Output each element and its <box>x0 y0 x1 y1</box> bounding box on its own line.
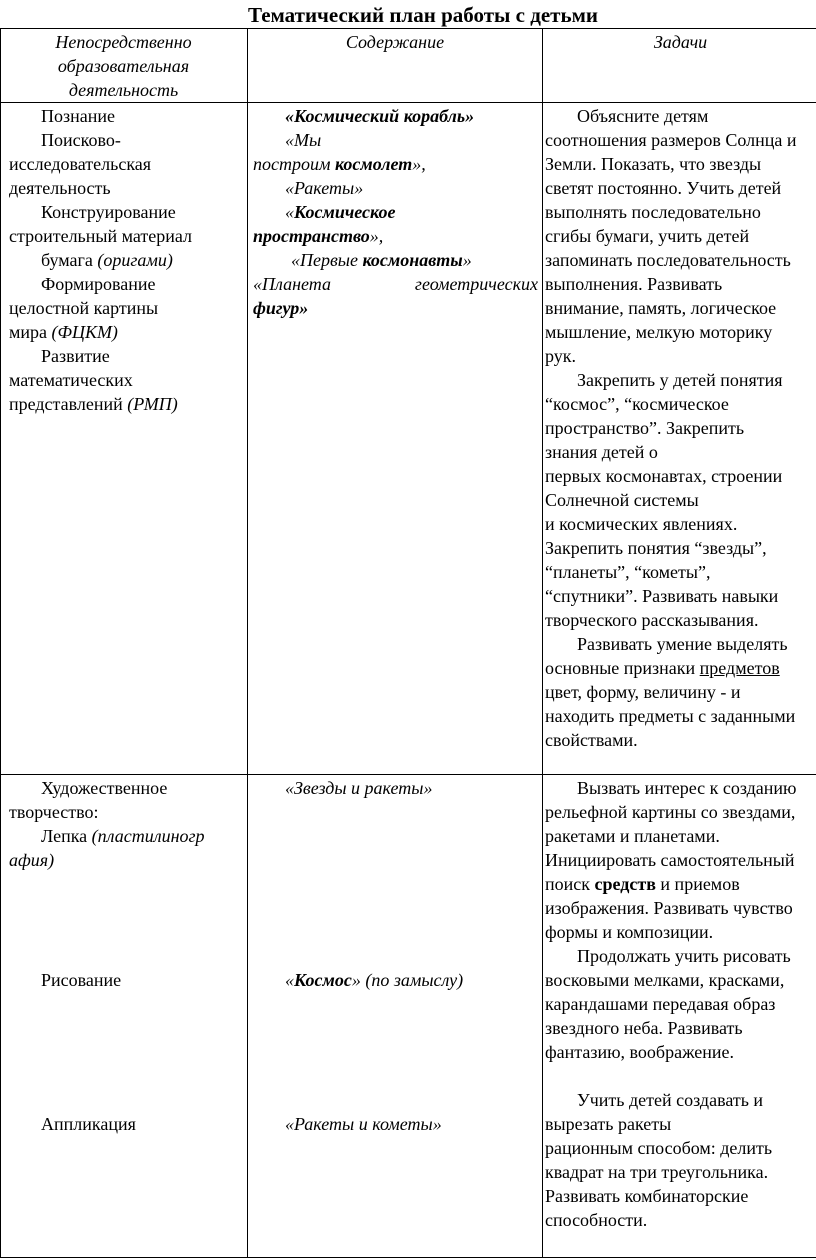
task-line: внимание, память, логическое <box>545 298 777 318</box>
task-text: основные признаки <box>545 658 700 678</box>
activity-line: Рисование <box>41 970 122 990</box>
plan-table <box>0 28 816 1258</box>
content-text: » <box>462 250 472 270</box>
task-line: Учить детей создавать и <box>577 1090 764 1110</box>
content-keyword: Космос <box>294 970 352 990</box>
content-line <box>253 224 538 248</box>
task-line: рук. <box>545 346 577 366</box>
activity-line: целостной картины <box>9 298 159 318</box>
task-line <box>545 872 816 896</box>
content-text: », <box>412 154 426 174</box>
task-line: рельефной картины со звездами, <box>545 802 796 822</box>
activity-line: Художественное <box>41 778 168 798</box>
header-divider <box>0 102 816 103</box>
content-text: «Планета <box>253 274 331 294</box>
column-divider-2 <box>542 28 543 1258</box>
task-spacer <box>545 1064 816 1088</box>
content-line: «Космический корабль» <box>285 106 475 126</box>
task-line: “спутники”. Развивать навыки <box>545 586 779 606</box>
content-text: », <box>369 226 384 246</box>
task-line: Солнечной системы <box>545 490 699 510</box>
task-line: находить предметы с заданными <box>545 706 796 726</box>
content-line <box>253 248 538 272</box>
task-line: квадрат на три треугольника. <box>545 1162 769 1182</box>
activity-method: (оригами) <box>97 250 173 270</box>
content-line <box>253 152 538 176</box>
activity-line <box>9 320 245 344</box>
task-line: первых космонавтах, строении <box>545 466 783 486</box>
task-line: рационным способом: делить <box>545 1138 773 1158</box>
task-line: Вызвать интерес к созданию <box>577 778 797 798</box>
activity-line <box>9 392 245 416</box>
task-line: Развивать умение выделять <box>577 634 788 654</box>
activity-method: (пластилиногр <box>91 826 205 846</box>
task-line: ракетами и планетами. <box>545 826 720 846</box>
row2-content-rockets <box>253 1112 538 1136</box>
task-line: Объясните детям <box>577 106 709 126</box>
task-line: формы и композиции. <box>545 922 714 942</box>
activity-line: Формирование <box>41 274 156 294</box>
task-line: карандашами передавая образ <box>545 994 776 1014</box>
row-divider <box>0 774 816 775</box>
task-line: и космических явлениях. <box>545 514 738 534</box>
content-keyword: пространство <box>253 226 370 246</box>
row2-tasks-cell <box>545 776 816 1232</box>
task-text: и приемов <box>655 874 740 894</box>
activity-line <box>9 248 245 272</box>
task-line: звездного неба. Развивать <box>545 1018 743 1038</box>
table-border-left <box>0 28 1 1258</box>
activity-abbreviation: (ФЦКМ) <box>51 322 118 342</box>
content-line <box>253 272 538 296</box>
header-tasks: Задачи <box>653 32 708 52</box>
activity-line: Познание <box>41 106 115 126</box>
task-bold-word: средств <box>594 874 656 894</box>
task-line: свойствами. <box>545 730 638 750</box>
task-line: творческого рассказывания. <box>545 610 759 630</box>
task-line: знания детей о <box>545 442 658 462</box>
activity-text: бумага <box>41 250 98 270</box>
activity-line: исследовательская <box>9 154 152 174</box>
task-line: выполнения. Развивать <box>545 274 723 294</box>
activity-line: Развитие <box>41 346 110 366</box>
row2-activity-applique <box>9 1112 245 1136</box>
task-line: Закрепить у детей понятия <box>577 370 783 390</box>
row1-content-cell <box>253 104 538 320</box>
content-line: «Ракеты» <box>285 178 364 198</box>
content-keyword: космолет <box>334 154 413 174</box>
content-text: « <box>285 970 294 990</box>
task-line: соотношения размеров Солнца и <box>545 130 797 150</box>
content-keyword: Космическое <box>294 202 396 222</box>
task-line: “космос”, “космическое <box>545 394 729 414</box>
activity-line: афия) <box>9 850 55 870</box>
header-activity-line: образовательная <box>57 56 190 76</box>
content-text: «Первые <box>291 250 363 270</box>
row2-content-stars <box>253 776 538 800</box>
header-activity-line: деятельность <box>68 80 179 100</box>
task-line: восковыми мелками, красками, <box>545 970 785 990</box>
task-line: вырезать ракеты <box>545 1114 672 1134</box>
activity-abbreviation: (РМП) <box>127 394 178 414</box>
activity-text: мира <box>9 322 52 342</box>
task-line: изображения. Развивать чувство <box>545 898 793 918</box>
activity-line: математических <box>9 370 133 390</box>
task-text: поиск <box>545 874 595 894</box>
page-title: Тематический план работы с детьми <box>247 3 598 27</box>
task-line: Закрепить понятия “звезды”, <box>545 538 767 558</box>
row1-activity-cell <box>9 104 245 416</box>
task-line: выполнять последовательно <box>545 202 761 222</box>
activity-line: Аппликация <box>41 1114 136 1134</box>
activity-line: деятельность <box>9 178 111 198</box>
task-line: цвет, форму, величину - и <box>545 682 741 702</box>
activity-line: строительный материал <box>9 226 193 246</box>
task-line: мышление, мелкую моторику <box>545 322 773 342</box>
task-line: Продолжать учить рисовать <box>577 946 791 966</box>
task-line: “планеты”, “кометы”, <box>545 562 711 582</box>
content-line <box>253 200 538 224</box>
content-text: построим <box>253 154 335 174</box>
row1-tasks-cell <box>545 104 816 752</box>
activity-line <box>9 824 245 848</box>
task-line: способности. <box>545 1210 648 1230</box>
content-line: «Мы <box>285 130 322 150</box>
activity-line: Поисково- <box>41 130 121 150</box>
task-line: фантазию, воображение. <box>545 1042 735 1062</box>
content-text: » (по замыслу) <box>351 970 464 990</box>
task-line: запоминать последовательность <box>545 250 791 270</box>
content-text: « <box>285 202 294 222</box>
activity-line: Конструирование <box>41 202 176 222</box>
content-line: «Ракеты и кометы» <box>285 1114 442 1134</box>
task-underlined-word: предметов <box>699 658 780 678</box>
task-line: Инициировать самостоятельный <box>545 850 795 870</box>
content-keyword: космонавты <box>362 250 463 270</box>
table-border-bottom <box>0 1257 816 1258</box>
task-line: пространство”. Закрепить <box>545 418 745 438</box>
column-divider-1 <box>247 28 248 1258</box>
content-text: геометрических <box>414 274 538 294</box>
row2-activity-drawing <box>9 968 245 992</box>
content-line <box>253 968 538 992</box>
task-line: светят постоянно. Учить детей <box>545 178 782 198</box>
row2-activity-cell <box>9 776 245 872</box>
header-content: Содержание <box>345 32 445 52</box>
task-line <box>545 656 816 680</box>
row2-content-space <box>253 968 538 992</box>
header-activity <box>2 30 245 102</box>
activity-line: творчество: <box>9 802 99 822</box>
activity-text: представлений <box>9 394 128 414</box>
content-line: фигур» <box>253 298 309 318</box>
task-line: Развивать комбинаторские <box>545 1186 749 1206</box>
table-border-top <box>0 28 816 29</box>
header-activity-line: Непосредственно <box>55 32 192 52</box>
activity-text: Лепка <box>41 826 92 846</box>
task-line: Земли. Показать, что звезды <box>545 154 762 174</box>
content-line: «Звезды и ракеты» <box>285 778 433 798</box>
task-line: сгибы бумаги, учить детей <box>545 226 750 246</box>
